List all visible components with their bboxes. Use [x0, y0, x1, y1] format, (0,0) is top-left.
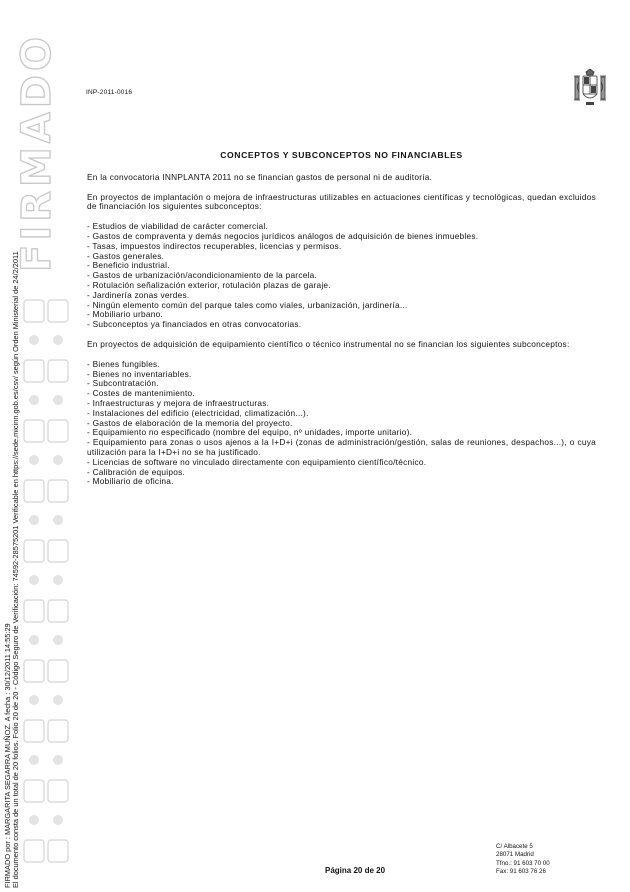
page-title: CONCEPTOS Y SUBCONCEPTOS NO FINANCIABLES: [220, 150, 463, 160]
list-item: - Ningún elemento común del parque tales como viales, urbanización, jardinería...: [87, 299, 408, 310]
list-item: - Equipamiento no especificado (nombre del equipo, nº unidades, importe unitario).: [87, 427, 413, 438]
page-number: Página 20 de 20: [325, 866, 386, 875]
list-item: - Calibración de equipos.: [87, 466, 186, 477]
list-item: - Equipamiento para zonas o usos ajenos a la I+D+i (zonas de administración/gestión, salas de reuniones, despachos...), o cuya utilización para la I+D+i no se ha justificado.: [87, 437, 596, 457]
firmado-watermark: [14, 6, 60, 276]
coat-of-arms-icon: [572, 68, 608, 108]
signature-line-document: El documento consta de un total de 20 folios. Folio 20 de 20 - Código Seguro de Verificación: 74592-28575201 Verificable en https://sede.micinn.gob.es/csv/ según Orden Ministerial de 24/2/2011: [11, 251, 20, 888]
list-item: - Infraestructuras y mejora de infraestructuras.: [87, 397, 270, 408]
list-item: - Licencias de software no vinculado directamente con equipamiento científico/técnico.: [87, 456, 427, 467]
list-item: - Bienes no inventariables.: [87, 368, 192, 379]
list-item: - Gastos de urbanización/acondicionamiento de la parcela.: [87, 270, 318, 281]
section2-lead: En proyectos de adquisición de equipamiento científico o técnico instrumental no se financian los siguientes subconceptos:: [87, 338, 570, 349]
list-item: - Costes de mantenimiento.: [87, 388, 195, 399]
signature-line-signer: FIRMADO por : MARGARITA SEGARRA MUÑOZ. A fecha : 30/12/2011 14:55:29: [3, 623, 12, 888]
svg-text:FIRMADO: FIRMADO: [14, 33, 60, 272]
list-item: - Mobiliario de oficina.: [87, 476, 174, 487]
section1-list: [87, 222, 596, 330]
list-item: - Subcontratación.: [87, 378, 159, 389]
list-item: - Jardinería zonas verdes.: [87, 289, 190, 300]
address-line: C/ Albacete 5: [496, 843, 533, 850]
list-item: - Tasas, impuestos indirectos recuperables, licencias y permisos.: [87, 240, 342, 251]
address-line: Fax: 91 603 76 26: [496, 868, 546, 876]
list-item: - Estudios de viabilidad de carácter comercial.: [87, 221, 268, 232]
list-item: - Bienes fungibles.: [87, 358, 161, 369]
list-item: - Mobiliario urbano.: [87, 309, 164, 320]
reference-code: INP-2011-0016: [86, 89, 133, 96]
list-item: - Instalaciones del edificio (electricidad, climatización...).: [87, 407, 309, 418]
list-item: - Gastos de elaboración de la memoria del proyecto.: [87, 417, 293, 428]
footer-address: [496, 843, 550, 877]
section1-lead: En proyectos de implantación o mejora de infraestructuras utilizables en actuaciones científicas y tecnológicas, quedan excluidos de financiación los siguientes subconceptos:: [87, 191, 596, 212]
list-item: - Rotulación señalización exterior, rotulación plazas de garaje.: [87, 279, 331, 290]
address-line: Tfno.: 91 603 70 00: [496, 859, 550, 867]
address-line: 28071 Madrid: [496, 851, 534, 859]
list-item: - Beneficio industrial.: [87, 260, 170, 271]
list-item: - Gastos de compraventa y demás negocios jurídicos análogos de adquisición de bienes inmuebles.: [87, 230, 479, 241]
intro-paragraph: En la convocatoria INNPLANTA 2011 no se financian gastos de personal ni de auditoría.: [87, 171, 433, 182]
signature-stamp-strip: [0, 0, 72, 892]
document-body: [87, 151, 596, 497]
list-item: - Gastos generales.: [87, 250, 165, 261]
section2-list: [87, 360, 596, 487]
list-item: - Subconceptos ya financiados en otras convocatorias.: [87, 319, 302, 330]
